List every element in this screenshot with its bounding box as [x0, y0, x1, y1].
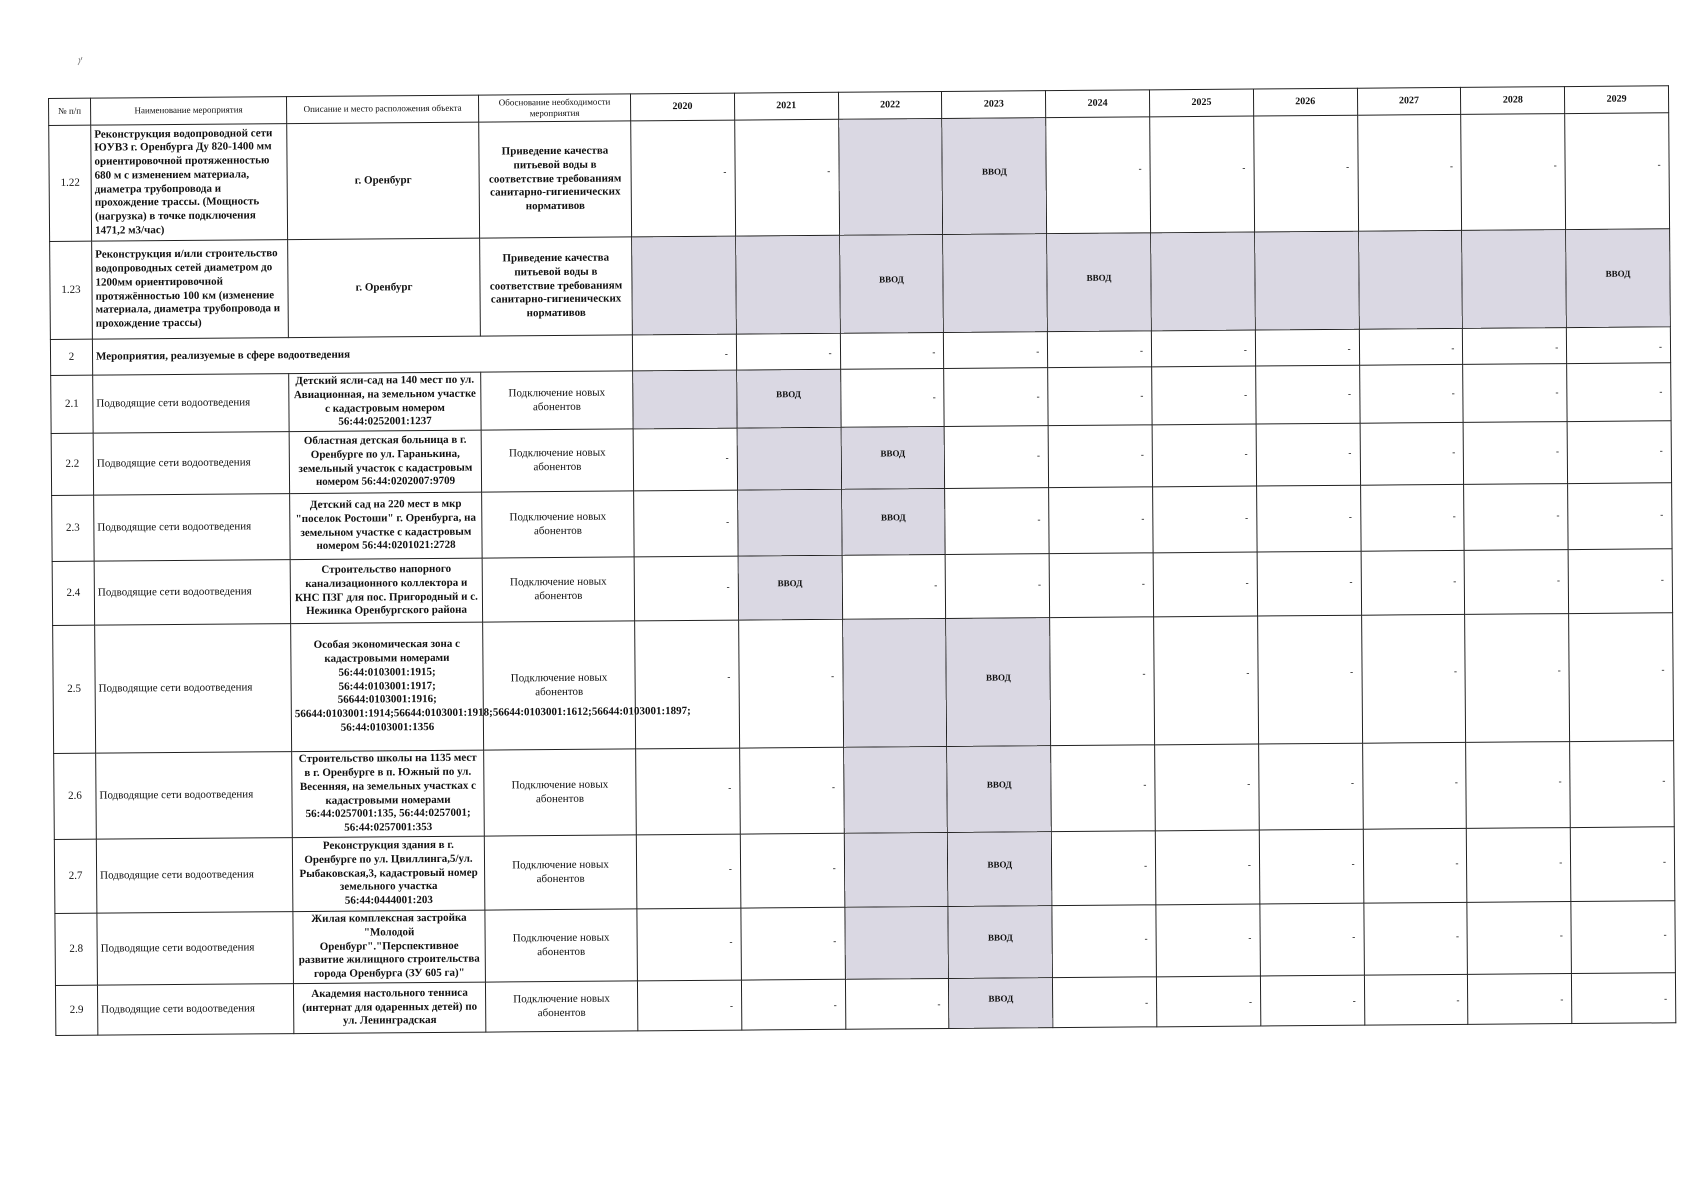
dash-mark: - — [1658, 341, 1663, 352]
dash-mark: - — [1556, 575, 1561, 586]
year-cell — [1361, 614, 1466, 743]
dash-mark: - — [1144, 933, 1148, 944]
dash-mark: - — [1559, 857, 1563, 868]
dash-mark: - — [1451, 342, 1455, 353]
year-cell — [840, 332, 944, 369]
dash-mark: - — [1351, 858, 1355, 869]
year-cell — [944, 426, 1048, 489]
commissioning-mark: ВВОД — [986, 779, 1012, 790]
dash-mark: - — [726, 516, 730, 527]
dash-mark: - — [1245, 577, 1249, 588]
dash-mark: - — [1454, 776, 1458, 787]
year-cell — [634, 490, 738, 557]
year-cell — [632, 334, 736, 371]
year-cell — [1152, 366, 1256, 425]
year-cell — [1048, 331, 1152, 368]
dash-mark: - — [724, 348, 728, 359]
measure-basis: Подключение новых абонентов — [484, 835, 637, 910]
commissioning-mark: ВВОД — [1086, 272, 1112, 283]
measure-basis: Подключение новых абонентов — [481, 371, 633, 430]
object-description: Строительство школы на 1135 мест в г. Оренбурге в п. Южный по ул. Весенняя, на земельных участках с кадастровыми номерами 56:44:0257001:135, 56:44:0257001; 56:44:0257001:353 — [292, 750, 485, 838]
row-number: 2.9 — [55, 985, 97, 1035]
dash-mark: - — [1452, 447, 1456, 458]
object-description: г. Оренбург — [287, 122, 480, 240]
dash-mark: - — [827, 165, 831, 176]
year-cell — [1049, 487, 1153, 554]
year-cell — [1156, 976, 1260, 1027]
measure-basis: Подключение новых абонентов — [483, 621, 636, 750]
year-cell — [1361, 550, 1465, 615]
dash-mark: - — [723, 166, 727, 177]
measure-name: Реконструкция водопроводной сети ЮУВЗ г. Оренбурга Ду 820-1400 мм ориентировочной протяженностью 680 м с изменением материала, диаметра трубопровода и прохождение трассы. (Мощность (нагрузка) в точке подключения 1471,2 м3/час) — [91, 124, 288, 242]
year-cell — [1052, 905, 1156, 978]
header-year: 2022 — [838, 91, 942, 119]
dash-mark: - — [1660, 509, 1664, 520]
year-cell — [634, 556, 738, 621]
year-cell — [736, 369, 840, 428]
year-cell — [948, 906, 1052, 979]
commissioning-mark: ВВОД — [985, 672, 1011, 683]
table-row — [50, 229, 1671, 340]
year-cell — [1363, 902, 1467, 975]
row-number: 2.2 — [51, 433, 93, 495]
year-cell — [1358, 230, 1463, 329]
dash-mark: - — [1555, 342, 1559, 353]
header-name: Наименование мероприятия — [91, 97, 287, 126]
year-cell — [839, 234, 944, 333]
year-cell — [633, 370, 737, 429]
dash-mark: - — [1247, 859, 1251, 870]
year-cell — [1255, 365, 1359, 424]
year-cell — [636, 748, 740, 835]
row-number: 2.6 — [54, 753, 97, 839]
year-cell — [1151, 232, 1256, 331]
dash-mark: - — [1449, 160, 1453, 171]
year-cell — [637, 908, 741, 981]
year-cell — [1155, 744, 1259, 831]
header-basis: Обоснование необходимости мероприятия — [478, 94, 630, 122]
year-cell — [1051, 831, 1155, 906]
dash-mark: - — [932, 347, 936, 358]
year-cell — [1569, 613, 1674, 742]
dash-mark: - — [831, 670, 835, 681]
year-cell — [1256, 485, 1360, 552]
dash-mark: - — [833, 936, 837, 947]
dash-mark: - — [1347, 388, 1351, 399]
year-cell — [1567, 363, 1671, 422]
year-cell — [1465, 614, 1570, 743]
dash-mark: - — [1139, 345, 1144, 356]
dash-mark: - — [1560, 993, 1564, 1004]
year-cell — [1464, 550, 1568, 615]
year-cell — [1253, 115, 1358, 232]
year-cell — [838, 118, 943, 235]
year-cell — [1260, 975, 1364, 1026]
dash-mark: - — [833, 999, 837, 1010]
object-description: Реконструкция здания в г. Оренбурге по ул. Цвиллинга,5/ул. Рыбаковская,3, кадастровый номер земельного участка 56:44:0444001:203 — [292, 836, 485, 912]
dash-mark: - — [1350, 777, 1355, 788]
year-cell — [632, 236, 737, 335]
dash-mark: - — [1145, 996, 1149, 1008]
header-year: 2021 — [734, 92, 838, 120]
year-cell — [636, 834, 740, 909]
year-cell — [1053, 977, 1157, 1028]
year-cell — [1360, 422, 1464, 485]
year-cell — [845, 978, 949, 1029]
dash-mark: - — [1246, 667, 1250, 678]
year-cell — [1363, 828, 1467, 903]
measure-basis: Подключение новых абонентов — [482, 557, 634, 622]
year-cell — [1463, 422, 1567, 485]
object-description: г. Оренбург — [288, 238, 481, 338]
year-cell — [1260, 903, 1364, 976]
dash-mark: - — [1455, 931, 1460, 942]
dash-mark: - — [1347, 343, 1351, 354]
dash-mark: - — [1140, 449, 1144, 460]
year-cell — [842, 618, 947, 747]
commissioning-mark: ВВОД — [987, 859, 1013, 870]
year-cell — [1566, 229, 1671, 328]
year-cell — [1151, 330, 1255, 367]
year-cell — [1050, 617, 1155, 746]
dash-mark: - — [1452, 510, 1456, 521]
dash-mark: - — [1662, 775, 1666, 786]
year-cell — [1571, 901, 1675, 974]
dash-mark: - — [1036, 391, 1040, 402]
commissioning-mark: ВВОД — [987, 932, 1013, 943]
dash-mark: - — [1036, 346, 1040, 357]
year-cell — [1150, 116, 1255, 233]
year-cell — [1467, 902, 1571, 975]
row-number: 1.22 — [49, 125, 92, 241]
dash-mark: - — [1456, 994, 1460, 1005]
year-cell — [1461, 114, 1566, 231]
year-cell — [1047, 233, 1152, 332]
measure-basis: Подключение новых абонентов — [482, 491, 635, 558]
year-cell — [1046, 117, 1151, 234]
dash-mark: - — [1661, 664, 1665, 675]
dash-mark: - — [1662, 856, 1667, 867]
year-cell — [1462, 230, 1567, 329]
row-number: 2.5 — [53, 625, 96, 753]
dash-mark: - — [937, 998, 941, 1009]
year-cell — [1051, 745, 1155, 832]
measure-name: Подводящие сети водоотведения — [95, 624, 292, 754]
dash-mark: - — [1352, 995, 1356, 1006]
year-cell — [1155, 830, 1259, 905]
year-cell — [949, 978, 1053, 1029]
measure-name: Подводящие сети водоотведения — [93, 432, 289, 496]
object-description: Детский сад на 220 мест в мкр "поселок Ростоши" г. Оренбурга, на земельном участке с кадастровым номером 56:44:0201021:2728 — [290, 492, 483, 560]
year-cell — [1257, 551, 1361, 616]
year-cell — [1360, 484, 1464, 551]
commissioning-mark: ВВОД — [777, 577, 803, 589]
dash-mark: - — [1348, 448, 1352, 459]
year-cell — [1567, 421, 1671, 484]
year-cell — [1570, 741, 1674, 828]
year-cell — [738, 555, 842, 620]
year-cell — [1359, 364, 1463, 423]
dash-mark: - — [1555, 446, 1560, 457]
commissioning-mark: ВВОД — [880, 448, 906, 459]
year-cell — [1359, 328, 1463, 365]
header-year: 2029 — [1565, 86, 1669, 114]
dash-mark: - — [828, 347, 832, 358]
header-year: 2027 — [1357, 87, 1461, 115]
dash-mark: - — [1248, 996, 1252, 1007]
year-cell — [1567, 327, 1671, 364]
year-cell — [1464, 484, 1568, 551]
dash-mark: - — [1557, 664, 1561, 675]
year-cell — [1467, 828, 1571, 903]
year-cell — [1572, 973, 1676, 1024]
measure-name: Подводящие сети водоотведения — [97, 912, 294, 986]
year-cell — [844, 832, 948, 907]
dash-mark: - — [1660, 574, 1664, 585]
year-cell — [1466, 742, 1570, 829]
header-year: 2025 — [1149, 89, 1253, 117]
year-cell — [734, 119, 839, 236]
object-description: Особая экономическая зона с кадастровыми номерами 56:44:0103001:1915; 56:44:0103001:1917; 56644:0103001:1916; 56644:0103001:1914;56644:0103001:1918;56644:0103001:1612;56644:0103001:1897; 56:44:0103001:1356 — [291, 622, 484, 752]
dash-mark: - — [1558, 776, 1562, 787]
table-row — [54, 741, 1675, 840]
table-body — [49, 113, 1676, 1036]
dash-mark: - — [1036, 450, 1041, 461]
year-cell — [1153, 486, 1257, 553]
measure-basis: Приведение качества питьевой воды в соответствие требованиям санитарно-гигиенических нормативов — [479, 121, 632, 238]
measure-name: Подводящие сети водоотведения — [96, 838, 293, 914]
dash-mark: - — [1037, 514, 1041, 525]
year-cell — [1362, 742, 1466, 829]
year-cell — [843, 746, 947, 833]
year-cell — [737, 427, 841, 490]
measure-name: Подводящие сети водоотведения — [94, 560, 290, 626]
year-cell — [633, 428, 737, 491]
dash-mark: - — [1349, 576, 1353, 587]
dash-mark: - — [1037, 579, 1042, 590]
dash-mark: - — [1348, 511, 1352, 522]
measure-name: Подводящие сети водоотведения — [97, 984, 293, 1036]
year-cell — [844, 906, 948, 979]
dash-mark: - — [1659, 445, 1663, 456]
header-year: 2023 — [942, 91, 1046, 119]
dash-mark: - — [1556, 510, 1560, 521]
year-cell — [1565, 113, 1670, 230]
dash-mark: - — [729, 1000, 733, 1011]
dash-mark: - — [1141, 513, 1145, 524]
year-cell — [841, 426, 945, 489]
measure-name: Подводящие сети водоотведения — [96, 752, 293, 840]
year-cell — [1568, 549, 1672, 614]
year-cell — [738, 619, 843, 748]
year-cell — [741, 979, 845, 1030]
table-row — [53, 613, 1674, 754]
dash-mark: - — [1244, 389, 1248, 400]
row-number: 2.8 — [55, 913, 98, 985]
measure-basis: Приведение качества питьевой воды в соответствие требованиям санитарно-гигиенических нормативов — [480, 237, 633, 336]
year-cell — [631, 120, 736, 237]
dash-mark: - — [1663, 929, 1667, 940]
year-cell — [942, 118, 1047, 235]
dash-mark: - — [1143, 779, 1147, 790]
year-cell — [741, 907, 845, 980]
object-description: Областная детская больница в г. Оренбурге по ул. Гаранькина, земельный участок с кадастровым номером 56:44:0202007:9709 — [289, 430, 481, 494]
year-cell — [635, 620, 740, 749]
year-cell — [944, 332, 1048, 369]
row-number: 2.7 — [54, 839, 97, 913]
row-number: 2.4 — [52, 561, 95, 625]
dash-mark: - — [1142, 668, 1146, 679]
commissioning-mark: ВВОД — [776, 388, 801, 400]
dash-mark: - — [934, 580, 938, 591]
measure-name: Подводящие сети водоотведения — [94, 494, 291, 562]
dash-mark: - — [1138, 163, 1142, 174]
year-cell — [947, 746, 1051, 833]
year-cell — [1048, 425, 1152, 488]
year-cell — [637, 980, 741, 1031]
dash-mark: - — [1453, 665, 1457, 676]
year-cell — [948, 832, 1052, 907]
year-cell — [1152, 424, 1256, 487]
measure-basis: Подключение новых абонентов — [485, 909, 638, 982]
dash-mark: - — [1453, 576, 1457, 587]
year-cell — [1463, 364, 1567, 423]
year-cell — [946, 618, 1051, 747]
year-cell — [1357, 114, 1462, 231]
table-row — [54, 827, 1675, 914]
year-cell — [736, 333, 840, 370]
year-cell — [1468, 974, 1572, 1025]
year-cell — [1156, 904, 1260, 977]
table-row — [49, 113, 1670, 242]
dash-mark: - — [1248, 932, 1252, 943]
object-description: Строительство напорного канализационного коллектора и КНС ПЗГ для пос. Пригородный и с. Нежинка Оренбургского района — [290, 558, 482, 624]
dash-mark: - — [1553, 160, 1557, 171]
year-cell — [945, 488, 1049, 555]
dash-mark: - — [1242, 162, 1246, 173]
commissioning-mark: ВВОД — [879, 274, 904, 285]
document-sheet — [48, 85, 1675, 1036]
year-cell — [840, 368, 944, 427]
section-title: Мероприятия, реализуемые в сфере водоотведения — [92, 335, 632, 375]
commissioning-mark: ВВОД — [1605, 268, 1631, 279]
dash-mark: - — [1244, 448, 1248, 460]
dash-mark: - — [831, 781, 836, 792]
year-cell — [943, 234, 1048, 333]
dash-mark: - — [1352, 932, 1356, 943]
commissioning-mark: ВВОД — [988, 993, 1014, 1004]
dash-mark: - — [1346, 161, 1350, 172]
year-cell — [1154, 616, 1259, 745]
year-cell — [1254, 231, 1359, 330]
year-cell — [1570, 827, 1674, 902]
dash-mark: - — [1140, 390, 1144, 401]
dash-mark: - — [1141, 578, 1145, 589]
commissioning-mark: ВВОД — [880, 512, 906, 523]
header-year: 2024 — [1046, 90, 1150, 118]
dash-mark: - — [932, 391, 936, 402]
measure-basis: Подключение новых абонентов — [484, 749, 637, 836]
dash-mark: - — [726, 581, 730, 592]
year-cell — [1257, 615, 1362, 744]
object-description: Детский ясли-сад на 140 мест по ул. Авиационная, на земельном участке с кадастровым номером 56:44:0252001:1237 — [289, 372, 481, 432]
object-description: Жилая комплексная застройка "Молодой Оренбург"."Перспективное развитие жилищного строительства города Оренбурга (ЗУ 605 га)" — [293, 910, 486, 984]
dash-mark: - — [832, 863, 836, 874]
year-cell — [841, 488, 945, 555]
measure-name: Реконструкция и/или строительство водопроводных сетей диаметром до 1200мм ориентировочной протяжённостью 100 км (изменение материала, диаметра трубопровода и прохождение трассы) — [92, 240, 289, 340]
dash-mark: - — [1144, 860, 1148, 871]
dash-mark: - — [1455, 858, 1459, 869]
object-description: Академия настольного тенниса (интернат для одаренных детей) по ул. Ленинградская — [293, 982, 485, 1034]
dash-mark: - — [1350, 666, 1354, 677]
year-cell — [1049, 553, 1153, 618]
dash-mark: - — [1555, 386, 1559, 397]
measure-name: Подводящие сети водоотведения — [93, 374, 289, 434]
dash-mark: - — [727, 671, 731, 682]
dash-mark: - — [1559, 930, 1563, 941]
table-row — [55, 901, 1675, 986]
year-cell — [1153, 552, 1257, 617]
dash-mark: - — [725, 453, 729, 464]
year-cell — [1255, 329, 1359, 366]
header-year: 2028 — [1461, 87, 1565, 115]
header-description: Описание и место расположения объекта — [286, 95, 478, 124]
year-cell — [1256, 423, 1360, 486]
row-number: 2.3 — [52, 495, 95, 561]
year-cell — [735, 235, 840, 334]
year-cell — [1259, 829, 1363, 904]
year-cell — [1048, 367, 1152, 426]
dash-mark: - — [729, 937, 733, 948]
row-number: 2 — [50, 339, 92, 375]
year-cell — [944, 368, 1048, 427]
dash-mark: - — [728, 863, 732, 874]
row-number: 2.1 — [51, 375, 93, 433]
row-number: 1.23 — [50, 241, 93, 339]
dash-mark: - — [1657, 159, 1661, 170]
dash-mark: - — [1243, 344, 1247, 355]
dash-mark: - — [1247, 778, 1251, 789]
measures-table — [48, 85, 1676, 1036]
year-cell — [1463, 328, 1567, 365]
year-cell — [842, 554, 946, 619]
commissioning-mark: ВВОД — [981, 166, 1007, 177]
measure-basis: Подключение новых абонентов — [481, 429, 633, 492]
year-cell — [946, 554, 1050, 619]
year-cell — [1258, 743, 1362, 830]
year-cell — [739, 747, 843, 834]
header-num: № п/п — [49, 98, 91, 125]
dash-mark: - — [1664, 992, 1668, 1003]
dash-mark: - — [1245, 512, 1249, 523]
header-year: 2020 — [630, 93, 734, 121]
dash-mark: - — [1659, 386, 1663, 397]
pen-mark — [76, 56, 84, 66]
dash-mark: - — [1451, 387, 1455, 398]
year-cell — [1568, 483, 1672, 550]
year-cell — [1364, 974, 1468, 1025]
dash-mark: - — [728, 782, 732, 793]
measure-basis: Подключение новых абонентов — [485, 981, 637, 1032]
year-cell — [737, 489, 841, 556]
header-year: 2026 — [1253, 88, 1357, 116]
year-cell — [740, 833, 844, 908]
